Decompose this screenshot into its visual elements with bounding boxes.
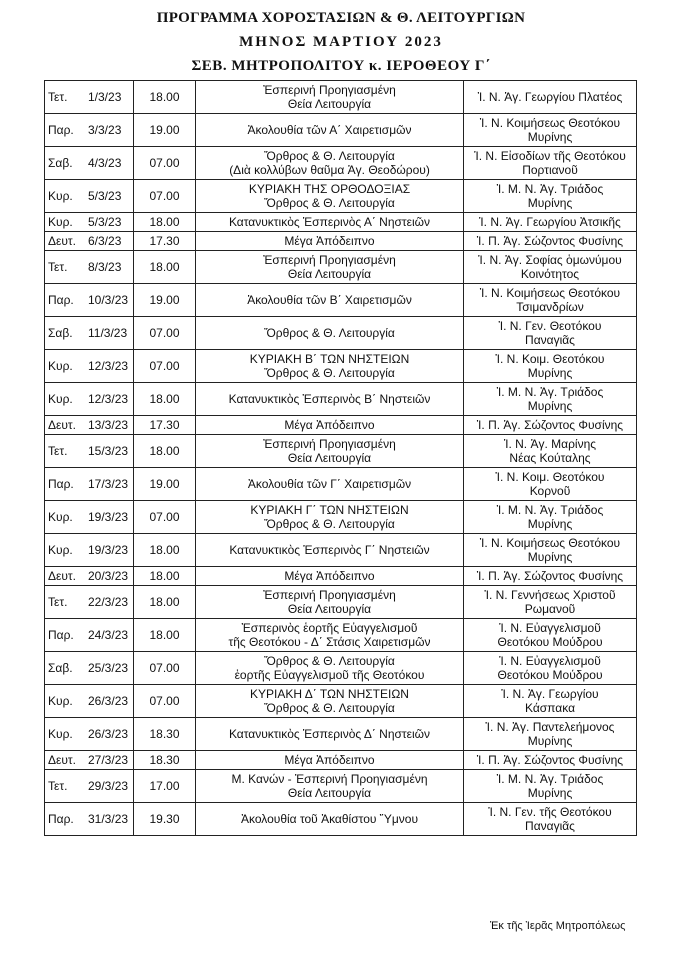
service-line: Ἐσπερινή Προηγιασμένη bbox=[263, 437, 396, 451]
service-cell bbox=[196, 501, 464, 534]
day-date-cell bbox=[45, 284, 134, 317]
church-line: Ἱ. Μ. Ν. Ἁγ. Τριάδος bbox=[496, 503, 604, 517]
day-date-cell bbox=[45, 435, 134, 468]
service-line: Θεία Λειτουργία bbox=[287, 451, 372, 465]
time-cell: 18.00 bbox=[134, 619, 196, 652]
time-cell: 18.00 bbox=[134, 567, 196, 586]
service-line: Ἐσπερινή Προηγιασμένη bbox=[263, 83, 396, 97]
service-line: ἑορτῆς Εὐαγγελισμοῦ τῆς Θεοτόκου bbox=[234, 668, 425, 682]
table-row bbox=[45, 350, 637, 383]
time-cell: 07.00 bbox=[134, 652, 196, 685]
service-line: (Διὰ κολλύβων θαῦμα Ἁγ. Θεοδώρου) bbox=[229, 163, 430, 177]
table-row bbox=[45, 251, 637, 284]
date-label: 12/3/23 bbox=[88, 359, 129, 373]
church-line: Ἱ. Ν. Ἁγ. Γεωργίου Ἀτσικῆς bbox=[479, 215, 621, 229]
service-line: Ὄρθρος & Θ. Λειτουργία bbox=[264, 701, 395, 715]
date-label: 29/3/23 bbox=[88, 779, 129, 793]
service-line: Κατανυκτικὸς Ἑσπερινὸς Β΄ Νηστειῶν bbox=[228, 392, 431, 406]
church-line: Ἱ. Ν. Γεν. Θεοτόκου bbox=[498, 319, 602, 333]
table-row bbox=[45, 435, 637, 468]
day-date-cell bbox=[45, 114, 134, 147]
day-label: Παρ. bbox=[48, 123, 74, 137]
service-line: Θεία Λειτουργία bbox=[287, 97, 372, 111]
church-line: Πορτιανοῦ bbox=[522, 163, 578, 177]
church-cell bbox=[464, 416, 637, 435]
church-cell bbox=[464, 284, 637, 317]
day-label: Σαβ. bbox=[48, 156, 73, 170]
day-date-cell bbox=[45, 383, 134, 416]
service-cell bbox=[196, 468, 464, 501]
day-date-cell bbox=[45, 416, 134, 435]
service-line: Μ. Κανών - Ἐσπερινή Προηγιασμένη bbox=[231, 772, 428, 786]
time-cell: 07.00 bbox=[134, 685, 196, 718]
church-cell bbox=[464, 81, 637, 114]
table-row bbox=[45, 586, 637, 619]
day-label: Παρ. bbox=[48, 628, 74, 642]
date-label: 19/3/23 bbox=[88, 510, 129, 524]
service-cell bbox=[196, 416, 464, 435]
table-row bbox=[45, 114, 637, 147]
day-date-cell bbox=[45, 180, 134, 213]
church-line: Μυρίνης bbox=[527, 130, 573, 144]
church-line: Ἱ. Ν. Εἰσοδίων τῆς Θεοτόκου bbox=[474, 149, 626, 163]
time-cell: 18.00 bbox=[134, 251, 196, 284]
date-label: 24/3/23 bbox=[88, 628, 129, 642]
church-line: Τσιμανδρίων bbox=[516, 300, 584, 314]
day-label: Κυρ. bbox=[48, 694, 73, 708]
time-cell: 18.00 bbox=[134, 213, 196, 232]
service-line: ΚΥΡΙΑΚΗ Δ΄ ΤΩΝ ΝΗΣΤΕΙΩΝ bbox=[250, 687, 409, 701]
date-label: 11/3/23 bbox=[88, 326, 128, 340]
time-cell: 19.30 bbox=[134, 803, 196, 836]
day-label: Δευτ. bbox=[48, 418, 77, 432]
date-label: 1/3/23 bbox=[88, 90, 122, 104]
church-line: Μυρίνης bbox=[527, 399, 573, 413]
day-date-cell bbox=[45, 718, 134, 751]
church-cell bbox=[464, 718, 637, 751]
service-cell bbox=[196, 770, 464, 803]
service-cell bbox=[196, 180, 464, 213]
table-row bbox=[45, 317, 637, 350]
day-date-cell bbox=[45, 468, 134, 501]
church-cell bbox=[464, 114, 637, 147]
time-cell: 07.00 bbox=[134, 147, 196, 180]
date-label: 17/3/23 bbox=[88, 477, 129, 491]
service-line: Κατανυκτικὸς Ἑσπερινὸς Α΄ Νηστειῶν bbox=[228, 215, 431, 229]
table-row bbox=[45, 652, 637, 685]
church-line: Ἱ. Ν. Ἁγ. Μαρίνης bbox=[503, 437, 597, 451]
church-line: Θεοτόκου Μούδρου bbox=[497, 668, 603, 682]
church-line: Νέας Κούταλης bbox=[509, 451, 591, 465]
church-line: Κορνοῦ bbox=[529, 484, 571, 498]
time-cell: 18.00 bbox=[134, 81, 196, 114]
service-line: Ἀκολουθία τῶν Α΄ Χαιρετισμῶν bbox=[247, 123, 412, 137]
service-line: Θεία Λειτουργία bbox=[287, 267, 372, 281]
service-line: Ὄρθρος & Θ. Λειτουργία bbox=[264, 654, 395, 668]
day-date-cell bbox=[45, 213, 134, 232]
table-row bbox=[45, 468, 637, 501]
day-label: Παρ. bbox=[48, 477, 74, 491]
day-date-cell bbox=[45, 751, 134, 770]
day-date-cell bbox=[45, 147, 134, 180]
church-cell bbox=[464, 567, 637, 586]
day-date-cell bbox=[45, 586, 134, 619]
table-row bbox=[45, 751, 637, 770]
day-label: Κυρ. bbox=[48, 727, 73, 741]
service-cell bbox=[196, 751, 464, 770]
church-line: Ἱ. Π. Ἁγ. Σώζοντος Φυσίνης bbox=[476, 418, 624, 432]
table-row bbox=[45, 416, 637, 435]
table-row bbox=[45, 213, 637, 232]
time-cell: 07.00 bbox=[134, 350, 196, 383]
day-label: Δευτ. bbox=[48, 753, 77, 767]
service-cell bbox=[196, 619, 464, 652]
time-cell: 19.00 bbox=[134, 284, 196, 317]
church-line: Μυρίνης bbox=[527, 196, 573, 210]
service-line: Μέγα Ἀπόδειπνο bbox=[284, 753, 375, 767]
day-label: Κυρ. bbox=[48, 189, 73, 203]
church-line: Ἱ. Ν. Κοιμ. Θεοτόκου bbox=[495, 352, 605, 366]
time-cell: 17.30 bbox=[134, 416, 196, 435]
time-cell: 18.30 bbox=[134, 751, 196, 770]
day-date-cell bbox=[45, 251, 134, 284]
day-label: Δευτ. bbox=[48, 234, 77, 248]
service-cell bbox=[196, 803, 464, 836]
service-line: Ὄρθρος & Θ. Λειτουργία bbox=[264, 196, 395, 210]
day-date-cell bbox=[45, 685, 134, 718]
church-cell bbox=[464, 350, 637, 383]
day-label: Κυρ. bbox=[48, 359, 73, 373]
service-line: Κατανυκτικὸς Ἑσπερινὸς Δ΄ Νηστειῶν bbox=[228, 727, 431, 741]
service-line: τῆς Θεοτόκου - Δ΄ Στάσις Χαιρετισμῶν bbox=[228, 635, 431, 649]
day-date-cell bbox=[45, 317, 134, 350]
church-line: Ἱ. Ν. Κοιμ. Θεοτόκου bbox=[495, 470, 605, 484]
time-cell: 18.00 bbox=[134, 383, 196, 416]
church-line: Ἱ. Ν. Κοιμήσεως Θεοτόκου bbox=[479, 286, 621, 300]
table-row bbox=[45, 718, 637, 751]
table-row bbox=[45, 803, 637, 836]
service-line: Ἐσπερινὸς ἑορτῆς Εὐαγγελισμοῦ bbox=[241, 621, 418, 635]
time-cell: 18.00 bbox=[134, 586, 196, 619]
day-date-cell bbox=[45, 81, 134, 114]
church-line: Παναγιᾶς bbox=[525, 333, 575, 347]
table-row bbox=[45, 383, 637, 416]
service-line: Ἐσπερινή Προηγιασμένη bbox=[263, 253, 396, 267]
church-line: Ἱ. Ν. Ἁγ. Παντελεήμονος bbox=[485, 720, 615, 734]
day-date-cell bbox=[45, 652, 134, 685]
church-line: Ἱ. Ν. Εὐαγγελισμοῦ bbox=[499, 621, 601, 635]
date-label: 4/3/23 bbox=[88, 156, 122, 170]
service-cell bbox=[196, 383, 464, 416]
time-cell: 19.00 bbox=[134, 114, 196, 147]
day-date-cell bbox=[45, 619, 134, 652]
church-cell bbox=[464, 180, 637, 213]
time-cell: 07.00 bbox=[134, 180, 196, 213]
church-cell bbox=[464, 685, 637, 718]
date-label: 8/3/23 bbox=[88, 260, 122, 274]
time-cell: 17.30 bbox=[134, 232, 196, 251]
table-row bbox=[45, 147, 637, 180]
time-cell: 18.00 bbox=[134, 534, 196, 567]
service-line: Μέγα Ἀπόδειπνο bbox=[284, 569, 375, 583]
day-date-cell bbox=[45, 501, 134, 534]
day-label: Σαβ. bbox=[48, 661, 73, 675]
table-row bbox=[45, 284, 637, 317]
table-row bbox=[45, 534, 637, 567]
church-line: Ἱ. Ν. Ἁγ. Γεωργίου bbox=[501, 687, 599, 701]
church-cell bbox=[464, 751, 637, 770]
service-line: Ὄρθρος & Θ. Λειτουργία bbox=[264, 326, 395, 340]
date-label: 6/3/23 bbox=[88, 234, 122, 248]
time-cell: 07.00 bbox=[134, 317, 196, 350]
church-line: Ἱ. Ν. Εὐαγγελισμοῦ bbox=[499, 654, 601, 668]
service-cell bbox=[196, 317, 464, 350]
service-cell bbox=[196, 534, 464, 567]
time-cell: 17.00 bbox=[134, 770, 196, 803]
church-cell bbox=[464, 251, 637, 284]
church-cell bbox=[464, 586, 637, 619]
schedule-table bbox=[44, 80, 637, 836]
church-line: Μυρίνης bbox=[527, 550, 573, 564]
service-cell bbox=[196, 284, 464, 317]
church-line: Μυρίνης bbox=[527, 517, 573, 531]
church-cell bbox=[464, 770, 637, 803]
time-cell: 07.00 bbox=[134, 501, 196, 534]
church-line: Ἱ. Π. Ἁγ. Σώζοντος Φυσίνης bbox=[476, 753, 624, 767]
service-cell bbox=[196, 81, 464, 114]
day-label: Τετ. bbox=[48, 444, 68, 458]
day-label: Δευτ. bbox=[48, 569, 77, 583]
church-cell bbox=[464, 619, 637, 652]
day-date-cell bbox=[45, 534, 134, 567]
church-cell bbox=[464, 468, 637, 501]
date-label: 5/3/23 bbox=[88, 189, 122, 203]
date-label: 19/3/23 bbox=[88, 543, 129, 557]
service-cell bbox=[196, 567, 464, 586]
church-line: Ἱ. Μ. Ν. Ἁγ. Τριάδος bbox=[496, 385, 604, 399]
church-line: Ἱ. Ν. Κοιμήσεως Θεοτόκου bbox=[479, 116, 621, 130]
church-cell bbox=[464, 803, 637, 836]
date-label: 15/3/23 bbox=[88, 444, 129, 458]
church-line: Ἱ. Μ. Ν. Ἁγ. Τριάδος bbox=[496, 182, 604, 196]
service-line: ΚΥΡΙΑΚΗ ΤΗΣ ΟΡΘΟΔΟΞΙΑΣ bbox=[248, 182, 411, 196]
day-label: Τετ. bbox=[48, 90, 68, 104]
date-label: 3/3/23 bbox=[88, 123, 122, 137]
church-cell bbox=[464, 435, 637, 468]
day-label: Κυρ. bbox=[48, 543, 73, 557]
service-line: Κατανυκτικὸς Ἑσπερινὸς Γ΄ Νηστειῶν bbox=[229, 543, 430, 557]
service-line: Ἀκολουθία τοῦ Ἀκαθίστου Ὕμνου bbox=[240, 812, 419, 826]
day-label: Τετ. bbox=[48, 779, 68, 793]
table-row bbox=[45, 685, 637, 718]
service-line: Θεία Λειτουργία bbox=[287, 602, 372, 616]
service-line: Μέγα Ἀπόδειπνο bbox=[284, 418, 375, 432]
bishop-title: ΣΕΒ. ΜΗΤΡΟΠΟΛΙΤΟΥ κ. ΙΕΡΟΘΕΟΥ Γ΄ bbox=[191, 58, 491, 74]
church-line: Ἱ. Ν. Κοιμήσεως Θεοτόκου bbox=[479, 536, 621, 550]
service-line: Θεία Λειτουργία bbox=[287, 786, 372, 800]
day-date-cell bbox=[45, 567, 134, 586]
service-line: Ὄρθρος & Θ. Λειτουργία bbox=[264, 517, 395, 531]
church-line: Θεοτόκου Μούδρου bbox=[497, 635, 603, 649]
time-cell: 19.00 bbox=[134, 468, 196, 501]
service-cell bbox=[196, 213, 464, 232]
service-cell bbox=[196, 435, 464, 468]
church-line: Μυρίνης bbox=[527, 786, 573, 800]
church-line: Παναγιᾶς bbox=[525, 819, 575, 833]
church-line: Ἱ. Ν. Ἁγ. Γεωργίου Πλατέος bbox=[477, 90, 623, 104]
date-label: 22/3/23 bbox=[88, 595, 129, 609]
church-line: Ἱ. Ν. Ἁγ. Σοφίας ὁμωνύμου bbox=[478, 253, 622, 267]
church-cell bbox=[464, 147, 637, 180]
service-line: Ἐσπερινή Προηγιασμένη bbox=[263, 588, 396, 602]
month-title: ΜΗΝΟΣ ΜΑΡΤΙΟΥ 2023 bbox=[239, 34, 443, 50]
service-cell bbox=[196, 232, 464, 251]
service-cell bbox=[196, 685, 464, 718]
service-line: ΚΥΡΙΑΚΗ Β΄ ΤΩΝ ΝΗΣΤΕΙΩΝ bbox=[249, 352, 410, 366]
church-line: Μυρίνης bbox=[527, 366, 573, 380]
time-cell: 18.00 bbox=[134, 435, 196, 468]
church-line: Μυρίνης bbox=[527, 734, 573, 748]
date-label: 5/3/23 bbox=[88, 215, 122, 229]
day-label: Σαβ. bbox=[48, 326, 73, 340]
church-line: Ρωμανοῦ bbox=[524, 602, 576, 616]
day-label: Τετ. bbox=[48, 260, 68, 274]
date-label: 25/3/23 bbox=[88, 661, 129, 675]
service-line: Ὄρθρος & Θ. Λειτουργία bbox=[264, 366, 395, 380]
day-label: Κυρ. bbox=[48, 510, 73, 524]
day-date-cell bbox=[45, 350, 134, 383]
service-cell bbox=[196, 652, 464, 685]
table-row bbox=[45, 770, 637, 803]
footer-note: Ἐκ τῆς Ἱερᾶς Μητροπόλεως bbox=[490, 920, 626, 932]
date-label: 31/3/23 bbox=[88, 812, 129, 826]
day-label: Παρ. bbox=[48, 293, 74, 307]
table-row bbox=[45, 180, 637, 213]
table-row bbox=[45, 619, 637, 652]
day-date-cell bbox=[45, 232, 134, 251]
day-date-cell bbox=[45, 803, 134, 836]
church-cell bbox=[464, 501, 637, 534]
church-line: Ἱ. Π. Ἁγ. Σώζοντος Φυσίνης bbox=[476, 569, 624, 583]
page-title: ΠΡΟΓΡΑΜΜΑ ΧΟΡΟΣΤΑΣΙΩΝ & Θ. ΛΕΙΤΟΥΡΓΙΩΝ bbox=[156, 10, 526, 26]
table-row bbox=[45, 567, 637, 586]
date-label: 10/3/23 bbox=[88, 293, 129, 307]
church-cell bbox=[464, 652, 637, 685]
table-row bbox=[45, 81, 637, 114]
church-cell bbox=[464, 317, 637, 350]
date-label: 26/3/23 bbox=[88, 694, 129, 708]
table-row bbox=[45, 501, 637, 534]
day-label: Κυρ. bbox=[48, 215, 73, 229]
table-row bbox=[45, 232, 637, 251]
church-line: Ἱ. Π. Ἁγ. Σώζοντος Φυσίνης bbox=[476, 234, 624, 248]
service-line: ΚΥΡΙΑΚΗ Γ΄ ΤΩΝ ΝΗΣΤΕΙΩΝ bbox=[250, 503, 409, 517]
service-line: Μέγα Ἀπόδειπνο bbox=[284, 234, 375, 248]
service-cell bbox=[196, 147, 464, 180]
service-cell bbox=[196, 350, 464, 383]
date-label: 26/3/23 bbox=[88, 727, 129, 741]
service-cell bbox=[196, 114, 464, 147]
date-label: 12/3/23 bbox=[88, 392, 129, 406]
service-line: Ὄρθρος & Θ. Λειτουργία bbox=[264, 149, 395, 163]
date-label: 27/3/23 bbox=[88, 753, 129, 767]
service-cell bbox=[196, 251, 464, 284]
church-line: Ἱ. Ν. Γεννήσεως Χριστοῦ bbox=[484, 588, 616, 602]
day-label: Κυρ. bbox=[48, 392, 73, 406]
church-line: Κάσπακα bbox=[524, 701, 576, 715]
church-line: Κοινότητος bbox=[520, 267, 580, 281]
church-cell bbox=[464, 213, 637, 232]
service-cell bbox=[196, 718, 464, 751]
church-cell bbox=[464, 383, 637, 416]
day-label: Παρ. bbox=[48, 812, 74, 826]
time-cell: 18.30 bbox=[134, 718, 196, 751]
service-cell bbox=[196, 586, 464, 619]
church-line: Ἱ. Μ. Ν. Ἁγ. Τριάδος bbox=[496, 772, 604, 786]
day-date-cell bbox=[45, 770, 134, 803]
schedule-body bbox=[45, 81, 637, 836]
church-cell bbox=[464, 232, 637, 251]
church-cell bbox=[464, 534, 637, 567]
service-line: Ἀκολουθία τῶν Γ΄ Χαιρετισμῶν bbox=[247, 477, 412, 491]
church-line: Ἱ. Ν. Γεν. τῆς Θεοτόκου bbox=[488, 805, 612, 819]
day-label: Τετ. bbox=[48, 595, 68, 609]
date-label: 20/3/23 bbox=[88, 569, 129, 583]
service-line: Ἀκολουθία τῶν Β΄ Χαιρετισμῶν bbox=[247, 293, 412, 307]
date-label: 13/3/23 bbox=[88, 418, 129, 432]
